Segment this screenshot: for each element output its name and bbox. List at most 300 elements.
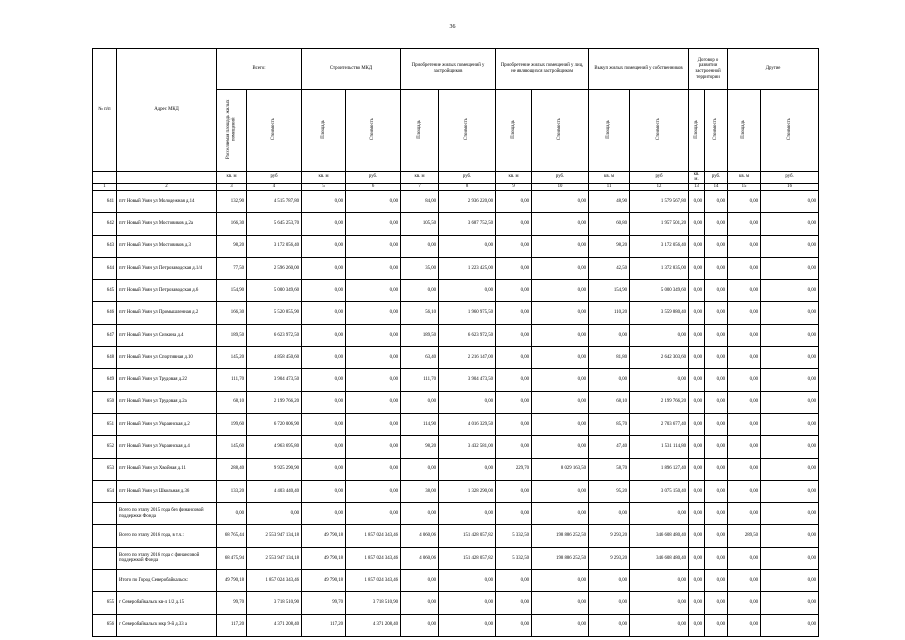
table-row bbox=[93, 413, 819, 435]
row-number bbox=[93, 503, 117, 525]
table-row bbox=[93, 235, 819, 257]
row-value: 0,00 bbox=[689, 369, 705, 391]
row-value: 166,30 bbox=[217, 213, 247, 235]
row-value: 0,00 bbox=[532, 302, 589, 324]
row-value: 0,00 bbox=[346, 391, 401, 413]
col-number: 3 bbox=[217, 183, 247, 190]
row-number: 644 bbox=[93, 257, 117, 279]
row-value: 0,00 bbox=[401, 592, 439, 614]
header-sub bbox=[589, 90, 630, 172]
row-value: 346 608 480,40 bbox=[630, 547, 689, 569]
row-value: 0,00 bbox=[302, 213, 346, 235]
row-value: 4 016 329,50 bbox=[439, 413, 496, 435]
col-number: 16 bbox=[761, 183, 819, 190]
row-value: 1 960 975,50 bbox=[439, 302, 496, 324]
col-number: 4 bbox=[247, 183, 302, 190]
row-value: 0,00 bbox=[689, 525, 705, 547]
row-address: пгт Новый Уоян ул Спортивная д.10 bbox=[117, 347, 217, 369]
table-row bbox=[93, 570, 819, 592]
row-address: пгт Новый Уоян ул Мостовиков д.2а bbox=[117, 213, 217, 235]
row-value: 9 293,20 bbox=[589, 525, 630, 547]
row-value: 0,00 bbox=[728, 503, 761, 525]
row-value: 1 223 425,00 bbox=[439, 257, 496, 279]
table-row bbox=[93, 525, 819, 547]
row-value: 0,00 bbox=[401, 614, 439, 636]
row-value: 0,00 bbox=[689, 324, 705, 346]
row-value: 0,00 bbox=[496, 480, 532, 502]
unit-cell: кв. м. bbox=[689, 171, 705, 183]
row-value: 0,00 bbox=[302, 413, 346, 435]
row-value: 0,00 bbox=[532, 480, 589, 502]
row-value: 0,00 bbox=[761, 347, 819, 369]
row-value: 0,00 bbox=[705, 324, 728, 346]
header-group: Строительство МКД bbox=[302, 49, 401, 90]
row-value: 111,70 bbox=[217, 369, 247, 391]
row-value: 0,00 bbox=[346, 503, 401, 525]
col-number: 13 bbox=[689, 183, 705, 190]
row-address: пгт Новый Уоян ул Петрозаводская д.1/4 bbox=[117, 257, 217, 279]
row-value: 0,00 bbox=[496, 347, 532, 369]
row-value: 1 857 024 343,46 bbox=[346, 547, 401, 569]
row-value: 0,00 bbox=[630, 503, 689, 525]
row-value: 0,00 bbox=[439, 280, 496, 302]
row-value: 3 904 473,50 bbox=[439, 369, 496, 391]
row-value: 0,00 bbox=[761, 324, 819, 346]
row-value: 0,00 bbox=[630, 570, 689, 592]
row-value: 1 328 290,00 bbox=[439, 480, 496, 502]
row-value: 47,40 bbox=[589, 436, 630, 458]
col-number: 10 bbox=[532, 183, 589, 190]
row-value: 154,90 bbox=[589, 280, 630, 302]
unit-cell: руб bbox=[630, 171, 689, 183]
row-value: 0,00 bbox=[401, 503, 439, 525]
row-value: 0,00 bbox=[728, 324, 761, 346]
row-value: 0,00 bbox=[532, 257, 589, 279]
row-number: 654 bbox=[93, 480, 117, 502]
row-value: 0,00 bbox=[705, 280, 728, 302]
row-value: 0,00 bbox=[496, 436, 532, 458]
col-number: 1 bbox=[93, 183, 117, 190]
row-value: 0,00 bbox=[728, 347, 761, 369]
row-value: 114,90 bbox=[401, 413, 439, 435]
header-sub bbox=[247, 90, 302, 172]
row-value: 0,00 bbox=[247, 503, 302, 525]
row-value: 0,00 bbox=[346, 324, 401, 346]
row-value: 0,00 bbox=[705, 503, 728, 525]
header-group: Приобретение жилых помещений у застройщиков bbox=[401, 49, 496, 90]
row-value: 0,00 bbox=[728, 235, 761, 257]
row-value: 0,00 bbox=[401, 391, 439, 413]
row-value: 0,00 bbox=[496, 213, 532, 235]
unit-cell: руб. bbox=[532, 171, 589, 183]
header-sub-label: Площадь bbox=[741, 119, 747, 139]
header-sub bbox=[302, 90, 346, 172]
row-value: 0,00 bbox=[705, 369, 728, 391]
row-value: 4 060,06 bbox=[401, 547, 439, 569]
row-value: 0,00 bbox=[728, 369, 761, 391]
header-sub-label: Площадь bbox=[606, 119, 612, 139]
row-address: пгт Новый Уоян ул Трудовая д.2а bbox=[117, 391, 217, 413]
row-value: 3 559 880,40 bbox=[630, 302, 689, 324]
row-value: 98,20 bbox=[401, 436, 439, 458]
row-value: 0,00 bbox=[439, 592, 496, 614]
row-value: 1 857 024 343,46 bbox=[346, 570, 401, 592]
row-value: 0,00 bbox=[589, 592, 630, 614]
row-value: 3 718 510,90 bbox=[247, 592, 302, 614]
row-value: 0,00 bbox=[496, 369, 532, 391]
row-value: 0,00 bbox=[496, 280, 532, 302]
row-value: 0,00 bbox=[302, 257, 346, 279]
row-value: 0,00 bbox=[302, 190, 346, 212]
table-row bbox=[93, 614, 819, 636]
row-number: 650 bbox=[93, 391, 117, 413]
row-number: 655 bbox=[93, 592, 117, 614]
row-value: 1 896 127,40 bbox=[630, 458, 689, 480]
row-value: 2 596 260,00 bbox=[247, 257, 302, 279]
row-value: 0,00 bbox=[302, 280, 346, 302]
row-number: 645 bbox=[93, 280, 117, 302]
row-value: 0,00 bbox=[630, 324, 689, 346]
row-value: 0,00 bbox=[761, 547, 819, 569]
header-sub bbox=[761, 90, 819, 172]
col-number: 12 bbox=[630, 183, 689, 190]
row-value: 0,00 bbox=[728, 480, 761, 502]
row-value: 199,60 bbox=[217, 413, 247, 435]
row-value: 0,00 bbox=[496, 570, 532, 592]
row-value: 0,00 bbox=[728, 592, 761, 614]
header-sub-label: Расселяемая площадь жилых помещений bbox=[225, 99, 237, 159]
header-sub bbox=[532, 90, 589, 172]
col-number: 7 bbox=[401, 183, 439, 190]
row-value: 0,00 bbox=[496, 614, 532, 636]
row-value: 229,70 bbox=[496, 458, 532, 480]
row-address: пгт Новый Уоян ул Украинская д.4 bbox=[117, 436, 217, 458]
row-value: 198 886 252,50 bbox=[532, 547, 589, 569]
header-sub-label: Стоимость bbox=[557, 117, 563, 141]
row-value: 0,00 bbox=[346, 458, 401, 480]
row-value: 4 371 208,40 bbox=[346, 614, 401, 636]
row-value: 0,00 bbox=[705, 391, 728, 413]
table-row bbox=[93, 391, 819, 413]
row-value: 0,00 bbox=[401, 570, 439, 592]
row-value: 0,00 bbox=[761, 592, 819, 614]
table-row bbox=[93, 503, 819, 525]
header-sub bbox=[705, 90, 728, 172]
row-value: 0,00 bbox=[439, 503, 496, 525]
row-value: 0,00 bbox=[302, 391, 346, 413]
row-value: 2 199 766,20 bbox=[630, 391, 689, 413]
unit-cell: кв. м bbox=[496, 171, 532, 183]
row-value: 0,00 bbox=[728, 547, 761, 569]
row-number: 653 bbox=[93, 458, 117, 480]
row-address: пгт Новый Уоян ул Сизкина д.4 bbox=[117, 324, 217, 346]
row-address: г Северобайкальск кв-л 1/2 д.15 bbox=[117, 592, 217, 614]
row-number: 648 bbox=[93, 347, 117, 369]
row-value: 0,00 bbox=[346, 190, 401, 212]
row-value: 0,00 bbox=[302, 347, 346, 369]
row-value: 0,00 bbox=[689, 413, 705, 435]
row-value: 0,00 bbox=[689, 391, 705, 413]
row-value: 0,00 bbox=[728, 257, 761, 279]
table-row bbox=[93, 302, 819, 324]
header-sub-label: Стоимость bbox=[464, 117, 470, 141]
row-value: 0,00 bbox=[346, 413, 401, 435]
row-address: пгт Новый Уоян ул Молодежная д.14 bbox=[117, 190, 217, 212]
row-value: 0,00 bbox=[705, 235, 728, 257]
header-sub-label: Площадь bbox=[416, 119, 422, 139]
row-value: 0,00 bbox=[496, 324, 532, 346]
row-value: 0,00 bbox=[589, 503, 630, 525]
row-address: г Северобайкальск мкр 9-й д.33 а bbox=[117, 614, 217, 636]
row-value: 0,00 bbox=[302, 235, 346, 257]
row-value: 0,00 bbox=[761, 302, 819, 324]
row-value: 3 172 056,40 bbox=[630, 235, 689, 257]
row-value: 198 886 252,50 bbox=[532, 525, 589, 547]
table-row bbox=[93, 369, 819, 391]
row-value: 0,00 bbox=[401, 458, 439, 480]
row-value: 4 371 208,40 bbox=[247, 614, 302, 636]
row-value: 99,70 bbox=[302, 592, 346, 614]
table-row bbox=[93, 324, 819, 346]
row-value: 0,00 bbox=[439, 391, 496, 413]
row-value: 0,00 bbox=[302, 324, 346, 346]
row-value: 0,00 bbox=[496, 503, 532, 525]
row-number: 656 bbox=[93, 614, 117, 636]
row-value: 0,00 bbox=[705, 190, 728, 212]
header-group-row bbox=[93, 49, 819, 90]
row-value: 0,00 bbox=[346, 213, 401, 235]
header-sub bbox=[496, 90, 532, 172]
row-value: 0,00 bbox=[532, 503, 589, 525]
row-value: 95,20 bbox=[589, 480, 630, 502]
row-value: 0,00 bbox=[532, 280, 589, 302]
row-value: 0,00 bbox=[761, 280, 819, 302]
header-sub-label: Стоимость bbox=[713, 117, 719, 141]
row-value: 98,20 bbox=[589, 235, 630, 257]
header-group: Всего: bbox=[217, 49, 302, 90]
row-value: 0,00 bbox=[705, 547, 728, 569]
table-row bbox=[93, 190, 819, 212]
row-value: 0,00 bbox=[439, 614, 496, 636]
row-value: 77,50 bbox=[217, 257, 247, 279]
header-sub-label: Стоимость bbox=[656, 117, 662, 141]
row-value: 0,00 bbox=[302, 369, 346, 391]
row-value: 0,00 bbox=[761, 503, 819, 525]
row-value: 0,00 bbox=[346, 347, 401, 369]
row-value: 0,00 bbox=[705, 570, 728, 592]
unit-cell: руб. bbox=[439, 171, 496, 183]
unit-cell: руб. bbox=[346, 171, 401, 183]
row-value: 84,00 bbox=[401, 190, 439, 212]
row-value: 0,00 bbox=[761, 525, 819, 547]
row-value: 49 790,18 bbox=[302, 570, 346, 592]
row-value: 0,00 bbox=[532, 614, 589, 636]
row-value: 49 790,18 bbox=[217, 570, 247, 592]
unit-cell: кв. м bbox=[589, 171, 630, 183]
table-row bbox=[93, 458, 819, 480]
row-address: пгт Новый Уоян ул Трудовая д.22 bbox=[117, 369, 217, 391]
row-value: 133,20 bbox=[217, 480, 247, 502]
row-value: 1 857 024 343,46 bbox=[247, 570, 302, 592]
row-value: 151 428 057,82 bbox=[439, 547, 496, 569]
row-value: 38,00 bbox=[401, 480, 439, 502]
row-value: 0,00 bbox=[630, 614, 689, 636]
row-value: 6 720 006,90 bbox=[247, 413, 302, 435]
header-sub bbox=[630, 90, 689, 172]
row-value: 0,00 bbox=[689, 257, 705, 279]
header-sub bbox=[217, 90, 247, 172]
row-value: 0,00 bbox=[689, 190, 705, 212]
row-value: 0,00 bbox=[761, 190, 819, 212]
row-value: 145,60 bbox=[217, 436, 247, 458]
header-sub-label: Стоимость bbox=[786, 117, 792, 141]
row-value: 8 029 163,50 bbox=[532, 458, 589, 480]
row-value: 5 332,50 bbox=[496, 547, 532, 569]
row-value: 49 790,18 bbox=[302, 525, 346, 547]
row-value: 0,00 bbox=[761, 570, 819, 592]
row-value: 68 475,94 bbox=[217, 547, 247, 569]
row-value: 9 293,20 bbox=[589, 547, 630, 569]
row-value: 68 765,44 bbox=[217, 525, 247, 547]
header-sub-label: Площадь bbox=[510, 119, 516, 139]
row-value: 0,00 bbox=[728, 391, 761, 413]
header-sub bbox=[346, 90, 401, 172]
row-value: 0,00 bbox=[302, 503, 346, 525]
row-value: 3 718 510,90 bbox=[346, 592, 401, 614]
row-value: 0,00 bbox=[532, 436, 589, 458]
table-row bbox=[93, 257, 819, 279]
row-value: 68,10 bbox=[589, 391, 630, 413]
unit-cell: руб bbox=[247, 171, 302, 183]
row-value: 0,00 bbox=[689, 570, 705, 592]
header-rownum: № п/п bbox=[93, 49, 117, 172]
row-value: 5 332,50 bbox=[496, 525, 532, 547]
row-number bbox=[93, 525, 117, 547]
unit-cell: руб. bbox=[761, 171, 819, 183]
row-value: 0,00 bbox=[589, 614, 630, 636]
units-blank bbox=[117, 171, 217, 183]
row-value: 0,00 bbox=[705, 436, 728, 458]
row-value: 0,00 bbox=[532, 592, 589, 614]
row-value: 0,00 bbox=[217, 503, 247, 525]
row-address: пгт Новый Уоян ул Украинская д.2 bbox=[117, 413, 217, 435]
row-value: 58,70 bbox=[589, 458, 630, 480]
row-value: 0,00 bbox=[728, 190, 761, 212]
row-address: пгт Новый Уоян ул Петрозаводская д.6 bbox=[117, 280, 217, 302]
row-value: 0,00 bbox=[589, 570, 630, 592]
row-number: 646 bbox=[93, 302, 117, 324]
row-value: 0,00 bbox=[705, 257, 728, 279]
row-value: 3 075 150,40 bbox=[630, 480, 689, 502]
row-value: 105,50 bbox=[401, 213, 439, 235]
col-number: 14 bbox=[705, 183, 728, 190]
row-value: 0,00 bbox=[630, 369, 689, 391]
table-row bbox=[93, 436, 819, 458]
row-value: 0,00 bbox=[346, 235, 401, 257]
header-group: Выкуп жилых помещений у собственников bbox=[589, 49, 689, 90]
row-value: 0,00 bbox=[302, 302, 346, 324]
row-value: 3 432 581,00 bbox=[439, 436, 496, 458]
row-value: 110,20 bbox=[589, 302, 630, 324]
row-value: 111,70 bbox=[401, 369, 439, 391]
row-value: 5 000 349,60 bbox=[630, 280, 689, 302]
row-value: 2 553 947 134,18 bbox=[247, 525, 302, 547]
row-value: 2 703 677,40 bbox=[630, 413, 689, 435]
row-value: 0,00 bbox=[689, 480, 705, 502]
row-value: 0,00 bbox=[532, 235, 589, 257]
row-value: 0,00 bbox=[761, 257, 819, 279]
row-value: 0,00 bbox=[630, 592, 689, 614]
row-value: 0,00 bbox=[532, 369, 589, 391]
row-value: 0,00 bbox=[689, 458, 705, 480]
row-value: 81,80 bbox=[589, 347, 630, 369]
row-value: 4 963 695,80 bbox=[247, 436, 302, 458]
row-value: 0,00 bbox=[346, 369, 401, 391]
row-value: 2 553 947 134,18 bbox=[247, 547, 302, 569]
row-value: 0,00 bbox=[705, 525, 728, 547]
unit-cell: кв. м bbox=[217, 171, 247, 183]
row-value: 9 925 290,90 bbox=[247, 458, 302, 480]
row-value: 0,00 bbox=[689, 280, 705, 302]
row-value: 0,00 bbox=[439, 570, 496, 592]
row-value: 0,00 bbox=[496, 235, 532, 257]
row-value: 0,00 bbox=[401, 235, 439, 257]
resettlement-table bbox=[92, 48, 819, 637]
row-value: 0,00 bbox=[761, 213, 819, 235]
row-value: 0,00 bbox=[589, 324, 630, 346]
row-value: 0,00 bbox=[346, 302, 401, 324]
row-value: 288,40 bbox=[217, 458, 247, 480]
row-value: 56,10 bbox=[401, 302, 439, 324]
table-row bbox=[93, 213, 819, 235]
col-number: 2 bbox=[117, 183, 217, 190]
row-value: 0,00 bbox=[346, 280, 401, 302]
row-value: 0,00 bbox=[496, 190, 532, 212]
col-number: 8 bbox=[439, 183, 496, 190]
row-value: 0,00 bbox=[705, 480, 728, 502]
col-number: 5 bbox=[302, 183, 346, 190]
row-address: пгт Новый Уоян ул Школьная д.36 bbox=[117, 480, 217, 502]
header-sub-label: Стоимость bbox=[370, 117, 376, 141]
row-value: 0,00 bbox=[689, 547, 705, 569]
row-value: 0,00 bbox=[346, 480, 401, 502]
header-colnum-row bbox=[93, 183, 819, 190]
row-value: 0,00 bbox=[532, 391, 589, 413]
row-value: 35,00 bbox=[401, 257, 439, 279]
row-value: 0,00 bbox=[532, 413, 589, 435]
row-value: 6 623 972,50 bbox=[439, 324, 496, 346]
row-value: 0,00 bbox=[532, 324, 589, 346]
header-address: Адрес МКД bbox=[117, 49, 217, 172]
row-value: 2 216 147,00 bbox=[439, 347, 496, 369]
row-number: 642 bbox=[93, 213, 117, 235]
row-address: пгт Новый Уоян ул Промышленная д.2 bbox=[117, 302, 217, 324]
row-value: 0,00 bbox=[761, 436, 819, 458]
row-value: 189,50 bbox=[401, 324, 439, 346]
row-value: 0,00 bbox=[589, 369, 630, 391]
row-value: 60,80 bbox=[589, 213, 630, 235]
row-value: 0,00 bbox=[302, 480, 346, 502]
row-value: 1 579 567,80 bbox=[630, 190, 689, 212]
header-group: Приобретение жилых помещений у лиц, не являющихся застройщиком bbox=[496, 49, 589, 90]
row-value: 346 608 480,40 bbox=[630, 525, 689, 547]
row-value: 4 858 450,60 bbox=[247, 347, 302, 369]
row-value: 0,00 bbox=[689, 302, 705, 324]
header-sub bbox=[401, 90, 439, 172]
row-value: 3 904 473,50 bbox=[247, 369, 302, 391]
col-number: 9 bbox=[496, 183, 532, 190]
row-value: 4 060,06 bbox=[401, 525, 439, 547]
